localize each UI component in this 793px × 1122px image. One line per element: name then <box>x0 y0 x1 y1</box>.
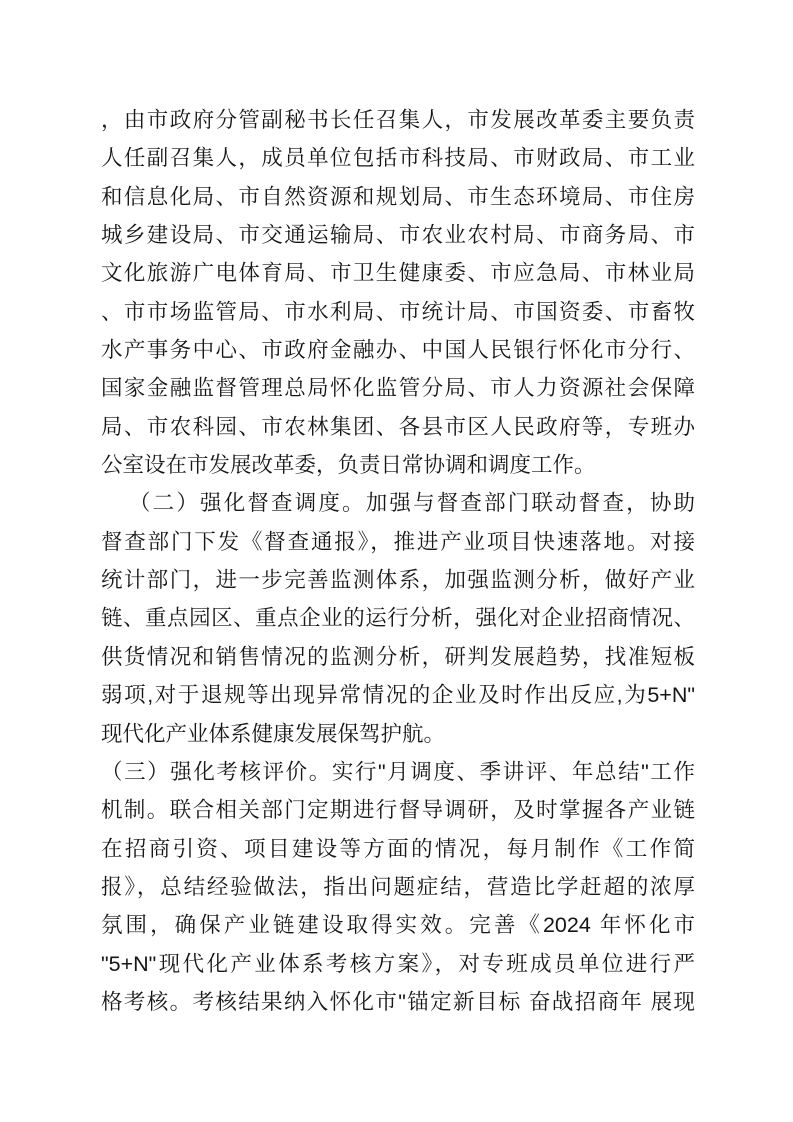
text-line: 统计部门，进一步完善监测体系，加强监测分析，做好产业 <box>101 568 695 593</box>
text-line: 供货情况和销售情况的监测分析，研判发展趋势，找准短板 <box>101 644 695 669</box>
text-line: 在招商引资、项目建设等方面的情况，每月制作《工作简 <box>101 836 695 861</box>
text-line: 弱项,对于退规等出现异常情况的企业及时作出反应,为5+N" <box>101 683 695 708</box>
text-line: 局、市农科园、市农林集团、各县市区人民政府等，专班办 <box>101 414 695 439</box>
document-text-block <box>101 101 695 1021</box>
text-line: 公室设在市发展改革委，负责日常协调和调度工作。 <box>101 453 596 478</box>
text-line: 城乡建设局、市交通运输局、市农业农村局、市商务局、市 <box>101 223 695 248</box>
text-line: 机制。联合相关部门定期进行督导调研，及时掌握各产业链 <box>101 798 695 823</box>
text-line: 督查部门下发《督查通报》，推进产业项目快速落地。对接 <box>101 529 695 554</box>
text-line: ，由市政府分管副秘书长任召集人，市发展改革委主要负责 <box>101 108 695 132</box>
text-line: 现代化产业体系健康发展保驾护航。 <box>101 721 446 746</box>
text-line: 和信息化局、市自然资源和规划局、市生态环境局、市住房 <box>101 184 695 209</box>
text-line: 报》，总结经验做法，指出问题症结，营造比学赶超的浓厚 <box>101 874 695 899</box>
text-line: 格考核。考核结果纳入怀化市"锚定新目标 奋战招商年 展现 <box>101 989 695 1014</box>
text-line: 人任副召集人，成员单位包括市科技局、市财政局、市工业 <box>101 146 695 171</box>
text-line: 、市市场监管局、市水利局、市统计局、市国资委、市畜牧 <box>101 299 695 324</box>
text-line: （二）强化督查调度。加强与督查部门联动督查，协助 <box>129 491 695 516</box>
text-line: 氛围，确保产业链建设取得实效。完善《2024 年怀化市 <box>101 913 695 938</box>
text-line: 国家金融监督管理总局怀化监管分局、市人力资源社会保障 <box>101 376 695 401</box>
text-line: 文化旅游广电体育局、市卫生健康委、市应急局、市林业局 <box>101 261 695 286</box>
text-line: "5+N"现代化产业体系考核方案》，对专班成员单位进行严 <box>101 951 695 976</box>
text-line: 链、重点园区、重点企业的运行分析，强化对企业招商情况、 <box>101 606 695 631</box>
text-line: （三）强化考核评价。实行"月调度、季讲评、年总结"工作 <box>101 759 695 784</box>
text-line: 水产事务中心、市政府金融办、中国人民银行怀化市分行、 <box>101 338 695 363</box>
